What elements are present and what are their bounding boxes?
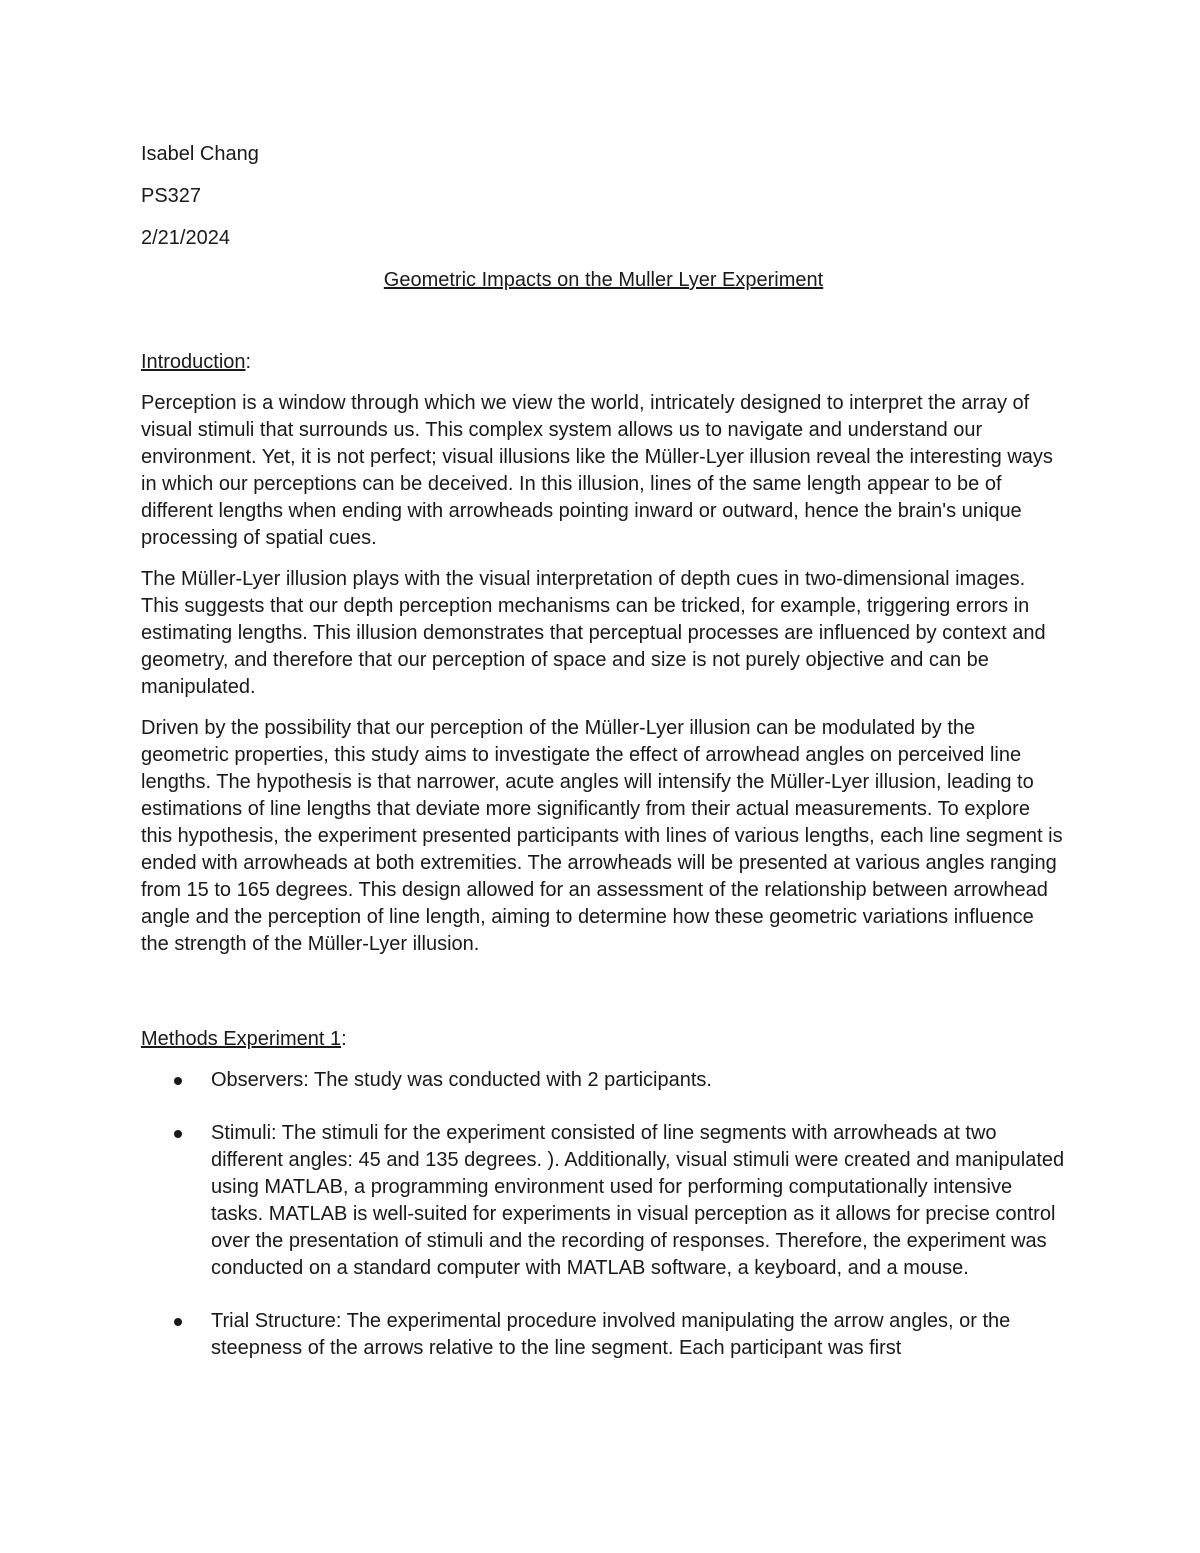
introduction-heading-colon: : (245, 351, 252, 373)
bullet-text-observers: Observers: The study was conducted with 2 participants. (211, 1069, 712, 1091)
bullet-icon (174, 1077, 182, 1085)
introduction-paragraph-3: Driven by the possibility that our perception of the Müller-Lyer illusion can be modulated by the geometric properties, this study aims to investigate the effect of arrowhead angles on perceived line lengths. The hypothesis is that narrower, acute angles will intensify the Müller-Lyer illusion, leading to estimations of line lengths that deviate more significantly from their actual measurements. To explore this hypothesis, the experiment presented participants with lines of various lengths, each line segment is ended with arrowheads at both extremities. The arrowheads will be presented at various angles ranging from 15 to 165 degrees. This design allowed for an assessment of the relationship between arrowhead angle and the perception of line length, aiming to determine how these geometric variations influence the strength of the Müller-Lyer illusion. (141, 717, 1063, 955)
bullet-icon (174, 1130, 182, 1138)
document-title: Geometric Impacts on the Muller Lyer Experiment (383, 269, 824, 291)
list-item (141, 1308, 1066, 1362)
introduction-heading-text: Introduction (141, 351, 246, 373)
introduction-paragraph-1: Perception is a window through which we view the world, intricately designed to interpret the array of visual stimuli that surrounds us. This complex system allows us to navigate and understand our environment. Yet, it is not perfect; visual illusions like the Müller-Lyer illusion reveal the interesting ways in which our perceptions can be deceived. In this illusion, lines of the same length appear to be of different lengths when ending with arrowheads pointing inward or outward, hence the brain's unique processing of spatial cues. (141, 392, 1053, 549)
author-name: Isabel Chang (141, 143, 259, 165)
introduction-paragraph-2: The Müller-Lyer illusion plays with the visual interpretation of depth cues in two-dimensional images. This suggests that our depth perception mechanisms can be tricked, for example, triggering errors in estimating lengths. This illusion demonstrates that perceptual processes are influenced by context and geometry, and therefore that our perception of space and size is not purely objective and can be manipulated. (141, 568, 1046, 698)
list-item (141, 1067, 1066, 1094)
introduction-heading (141, 348, 1066, 376)
methods-heading-text: Methods Experiment 1 (141, 1028, 342, 1050)
methods-bullet-list (141, 1067, 1066, 1362)
bullet-icon (174, 1318, 182, 1326)
bullet-text-trial-structure: Trial Structure: The experimental procedure involved manipulating the arrow angles, or the steepness of the arrows relative to the line segment. Each participant was first (211, 1310, 1011, 1359)
course-code: PS327 (141, 185, 202, 207)
document-page (141, 140, 1066, 1388)
methods-heading-colon: : (341, 1028, 347, 1050)
document-date: 2/21/2024 (141, 227, 230, 249)
methods-heading (141, 1025, 1066, 1053)
list-item (141, 1120, 1066, 1282)
bullet-text-stimuli: Stimuli: The stimuli for the experiment consisted of line segments with arrowheads at two different angles: 45 and 135 degrees. ). Additionally, visual stimuli were created and manipulated using MATLAB, a programming environment used for performing computationally intensive tasks. MATLAB is well-suited for experiments in visual perception as it allows for precise control over the presentation of stimuli and the recording of responses. Therefore, the experiment was conducted on a standard computer with MATLAB software, a keyboard, and a mouse. (211, 1122, 1065, 1279)
